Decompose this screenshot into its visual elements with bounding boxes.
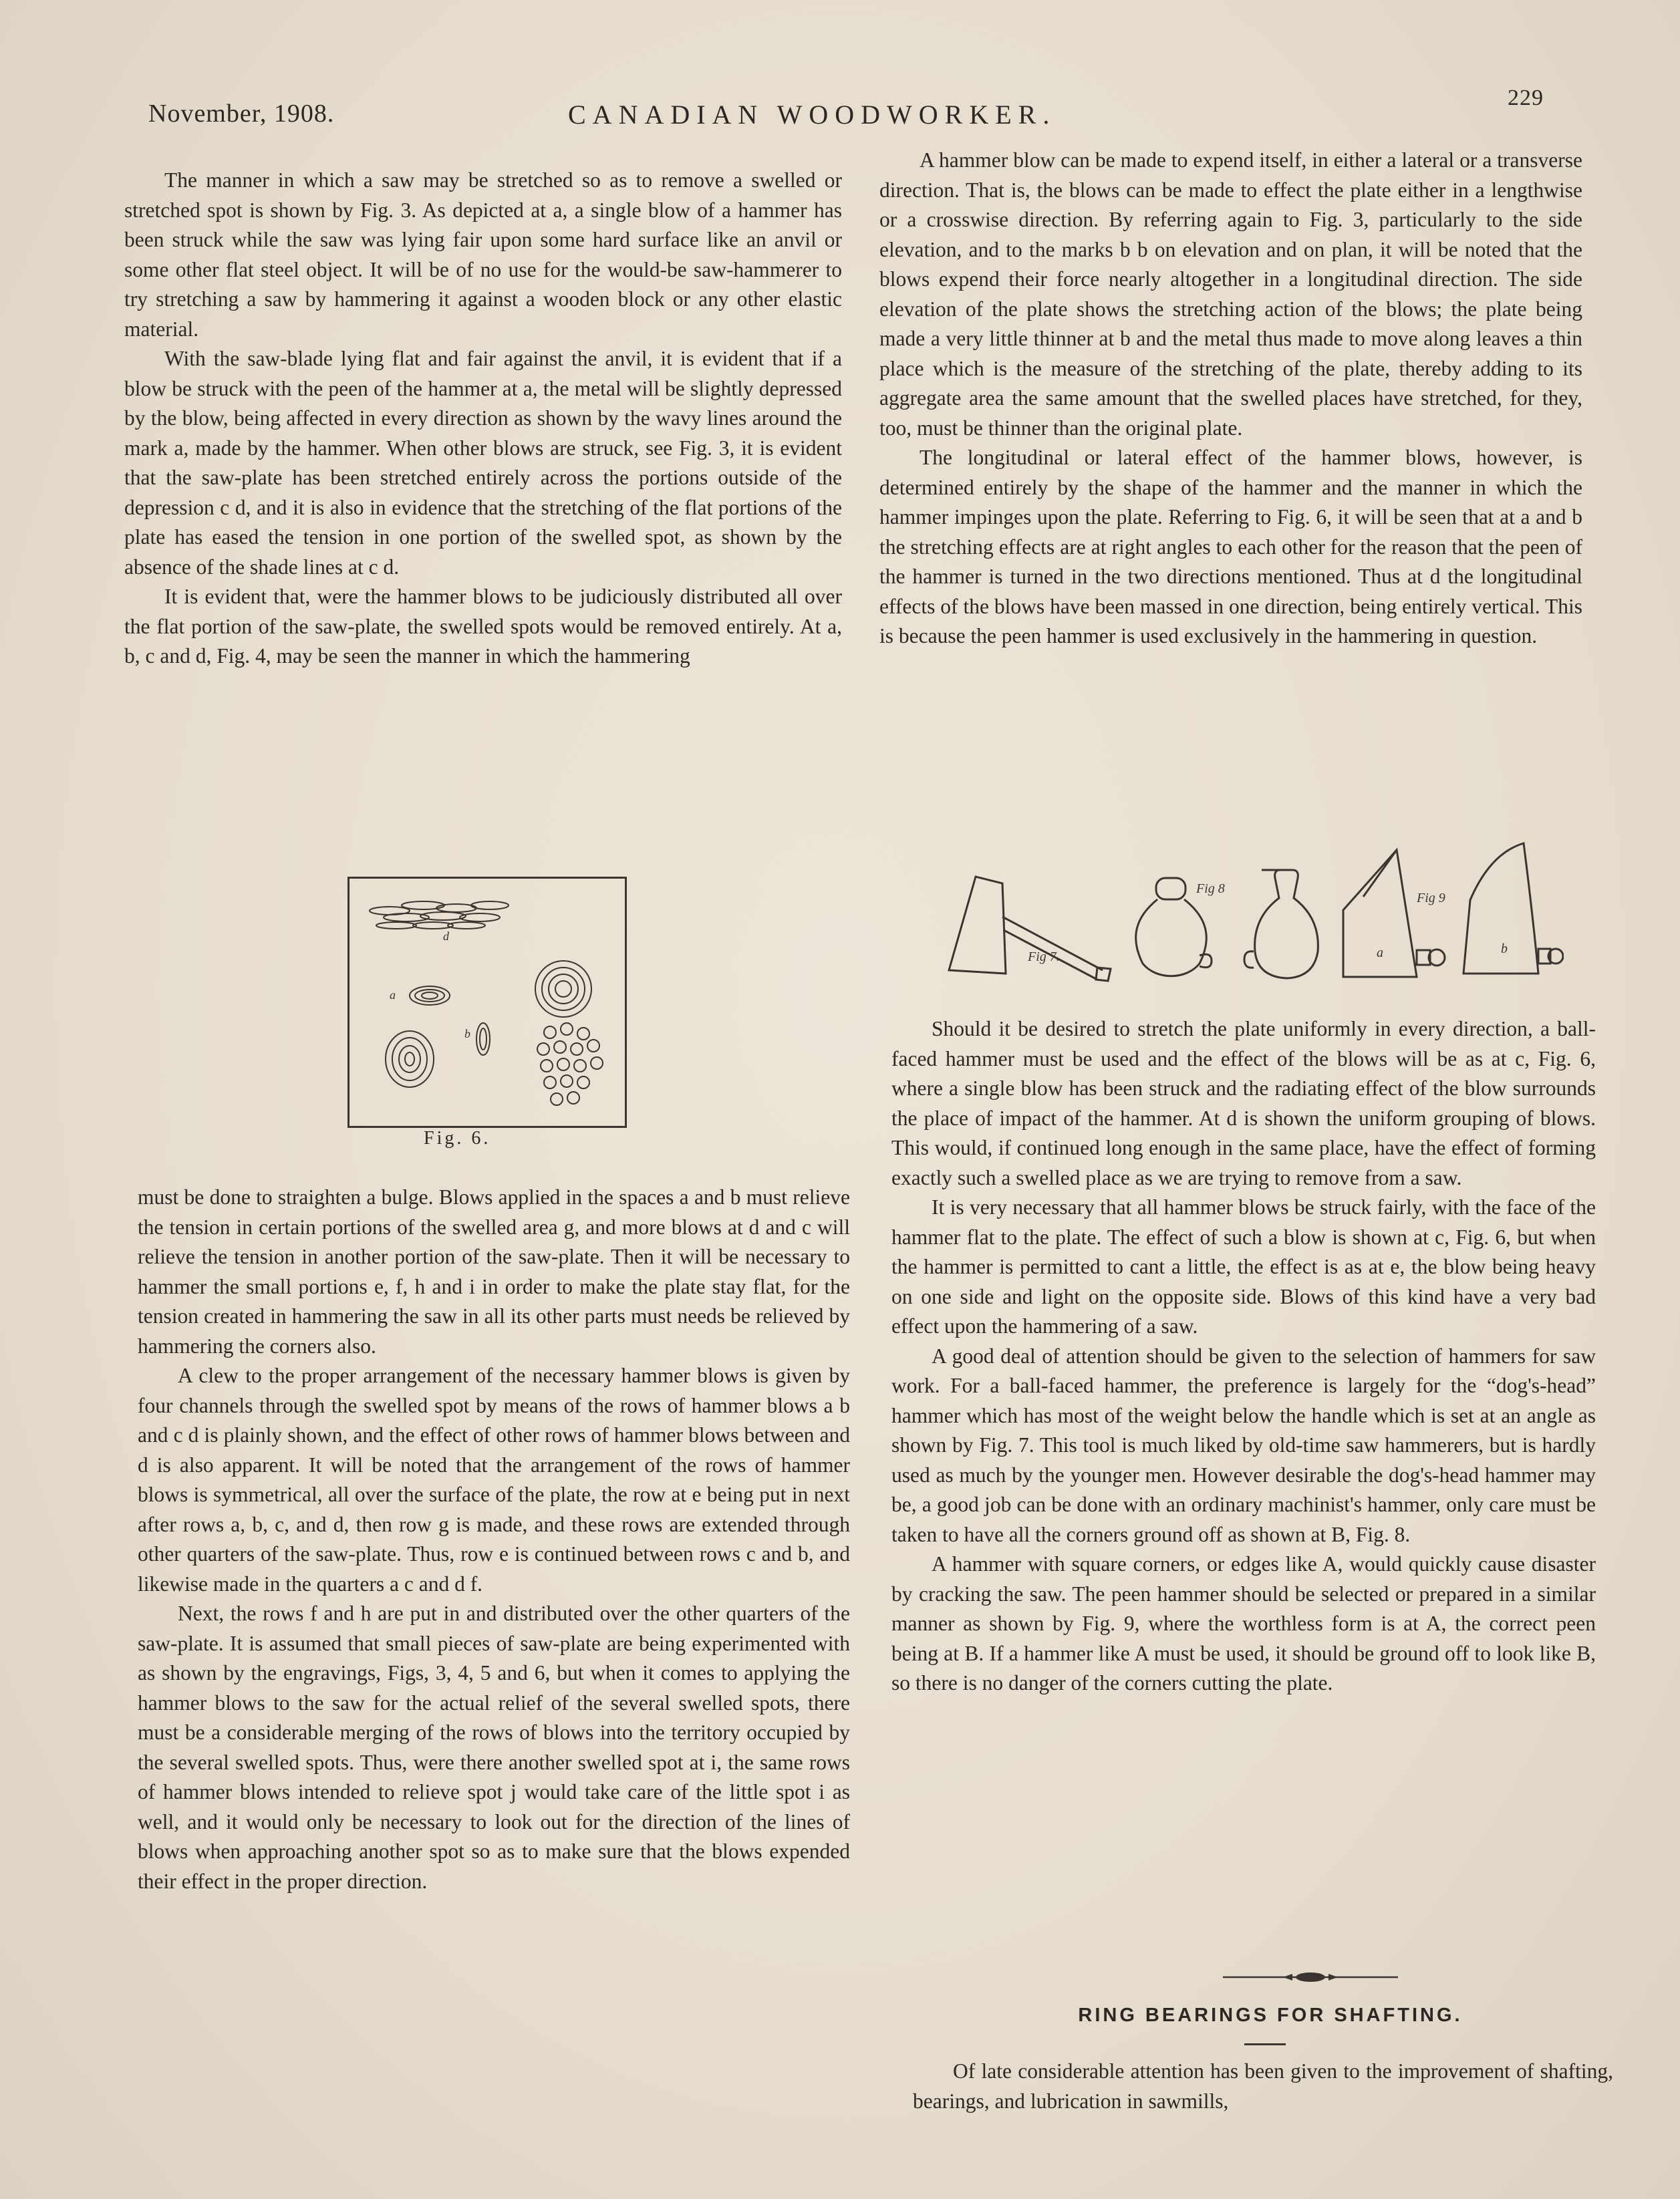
figure-6-caption: Fig. 6.	[424, 1128, 491, 1149]
header-date: November, 1908.	[148, 100, 335, 128]
section-heading: RING BEARINGS FOR SHAFTING.	[1078, 2005, 1463, 2026]
paragraph: A hammer with square corners, or edges like A, would quickly cause disaster by cracking the saw. The peen hammer should be selected or prepared in a similar manner as shown by Fig. 9, where the worthless form is at A, the correct peen being at B. If a hammer like A must be used, it should be ground off to look like B, so there is no danger of the corners cutting the plate.	[891, 1552, 1596, 1695]
blow-cluster-d	[370, 901, 509, 929]
blow-g	[386, 1031, 434, 1087]
paragraph: A good deal of attention should be given to the selection of hammers for saw work. For a ball-faced hammer, the preference is largely for the “dog's-head” hammer which has most of the weight below the handle which is set at an angle as shown by Fig. 7. This tool is much liked by old-time saw hammerers, but is hardly used as much by the younger men. However desirable the dog's-head hammer may be, a good job can be done with an ordinary machinist's hammer, only care must be taken to have all the corners ground off as shown at B, Fig. 8.	[891, 1344, 1596, 1546]
blow-a	[410, 986, 450, 1005]
paragraph: Should it be desired to stretch the plate uniformly in every direction, a ball-faced hammer must be used and the effect of the blows will be as at c, Fig. 6, where a single blow has been struck and the radiating effect of the blow surrounds the place of impact of the hammer. At d is shown the uniform grouping of blows. This would, if continued long enough in the same place, have the effect of forming exactly such a swelled place as we are trying to remove from a saw.	[891, 1017, 1596, 1189]
label-a: a	[390, 988, 396, 1002]
section-divider-ornament	[1223, 1970, 1398, 1985]
hammer-figures	[942, 837, 1564, 984]
fig9-label: Fig 9	[1417, 891, 1445, 905]
label-hammer-b: b	[1501, 941, 1508, 956]
fig7-hammer-drawing	[949, 877, 1111, 981]
paragraph: The longitudinal or lateral effect of the hammer blows, however, is determined entirely by the shape of the hammer and the manner in which the hammer impinges upon the plate. Referring to Fig. 6, it will be seen that at a and b the stretching effects are at right angles to each other for the reason that the peen of the hammer is turned in the two directions mentioned. Thus at d the longitudinal effects of the blows have been massed in one direction, being entirely vertical. This is because the peen hammer is used exclusively in the hammering in question.	[879, 446, 1582, 647]
right-column-top	[879, 146, 1582, 651]
header-title: CANADIAN WOODWORKER.	[568, 100, 1057, 130]
blow-b	[476, 1023, 490, 1055]
paragraph: A hammer blow can be made to expend itself, in either a lateral or a transverse direction. That is, the blows can be made to effect the plate either in a lengthwise or a crosswise direction. By referring again to Fig. 3, particularly to the side elevation, and to the marks b b on elevation and on plan, it will be noted that the blows expend their force nearly altogether in a longitudinal direction. The side elevation of the plate shows the stretching action of the blows; the plate being made a very little thinner at b and the metal thus made to move along leaves a thin place which is the measure of the stretching of the plate, thereby adding to its aggregate area the same amount that the swelled places have stretched, for they, too, must be thinner than the original plate.	[879, 148, 1582, 440]
heading-rule	[1244, 2043, 1286, 2045]
paragraph: A clew to the proper arrangement of the necessary hammer blows is given by four channels through the swelled spot by means of the rows of hammer blows a b and c d is plainly shown, and the effect of other rows of hammer blows between and d is also apparent. It will be noted that the arrangement of the rows of hammer blows is symmetrical, all over the surface of the plate, the row at e being put in next after rows a, b, c, and d, then row g is made, and these rows are extended through other quarters of the saw-plate. Thus, row e is continued between rows c and b, and likewise made in the quarters a c and d f.	[138, 1364, 850, 1596]
fig9-hammer-b-drawing	[1463, 843, 1563, 974]
right-column-bottom	[891, 1014, 1596, 1699]
paragraph: Of late considerable attention has been given to the improvement of shafting, bearings, and lubrication in sawmills,	[913, 2059, 1613, 2113]
paragraph: Next, the rows f and h are put in and distributed over the other quarters of the saw-plate. It is assumed that small pieces of saw-plate are being experimented with as shown by the engravings, Figs, 3, 4, 5 and 6, but when it comes to applying the hammer blows to the saw for the actual relief of the several swelled spots, there must be a considerable merging of the rows of blows into the territory occupied by the several swelled spots. Thus, were there another swelled spot at i, the same rows of hammer blows intended to relieve spot j would take care of the little spot i as well, and it would only be necessary to look out for the direction of the lines of blows when approaching another spot so as to make sure that the blows expended their effect in the proper direction.	[138, 1602, 850, 1893]
label-hammer-a: a	[1377, 945, 1383, 960]
peen-hammer-drawing	[1244, 870, 1318, 978]
section-intro	[913, 2057, 1613, 2116]
fig8-label: Fig 8	[1196, 881, 1225, 896]
paragraph: The manner in which a saw may be stretched so as to remove a swelled or stretched spot is shown by Fig. 3. As depicted at a, a single blow of a hammer has been struck while the saw was lying fair upon some hard surface like an anvil or some other flat steel object. It will be of no use for the would-be saw-hammerer to try stretching a saw by hammering it against a wooden block or any other elastic material.	[124, 168, 842, 341]
figure-6	[347, 877, 627, 1128]
fig7-label: Fig 7.	[1028, 949, 1060, 964]
label-b: b	[464, 1027, 470, 1040]
paragraph: It is evident that, were the hammer blows to be judiciously distributed all over the flat portion of the saw-plate, the swelled spots would be removed entirely. At a, b, c and d, Fig. 4, may be seen the manner in which the hammering	[124, 585, 842, 668]
label-d: d	[443, 929, 449, 943]
fig8-hammer-a-drawing	[1343, 850, 1445, 977]
blow-c	[535, 961, 591, 1017]
figure-6-drawing	[349, 879, 625, 1126]
left-column-top	[124, 166, 842, 672]
page-number: 229	[1508, 86, 1544, 110]
paragraph: It is very necessary that all hammer blows be struck fairly, with the face of the hammer flat to the plate. The effect of such a blow is shown at c, Fig. 6, but when the hammer is permitted to cant a little, the effect is as at e, the blow being heavy on one side and light on the opposite side. Blows of this kind have a very bad effect upon the hammering of a saw.	[891, 1195, 1596, 1338]
left-column-bottom	[138, 1183, 850, 1896]
paragraph: must be done to straighten a bulge. Blows applied in the spaces a and b must relieve the tension in certain portions of the swelled area g, and more blows at d and c will relieve the tension in another portion of the saw-plate. Then it will be necessary to hammer the small portions e, f, h and i in order to make the plate stay flat, for the tension created in hammering the saw in all its other parts must needs be relieved by hammering the corners also.	[138, 1185, 850, 1358]
blow-grouping	[537, 1023, 603, 1105]
paragraph: With the saw-blade lying flat and fair against the anvil, it is evident that if a blow be struck with the peen of the hammer at a, the metal will be slightly depressed by the blow, being affected in every direction as shown by the wavy lines around the mark a, made by the hammer. When other blows are struck, see Fig. 3, it is evident that the saw-plate has been stretched entirely across the portions outside of the depression c d, and it is also in evidence that the stretching of the flat portions of the plate has eased the tension in one portion of the swelled spot, as shown by the absence of the shade lines at c d.	[124, 347, 842, 579]
